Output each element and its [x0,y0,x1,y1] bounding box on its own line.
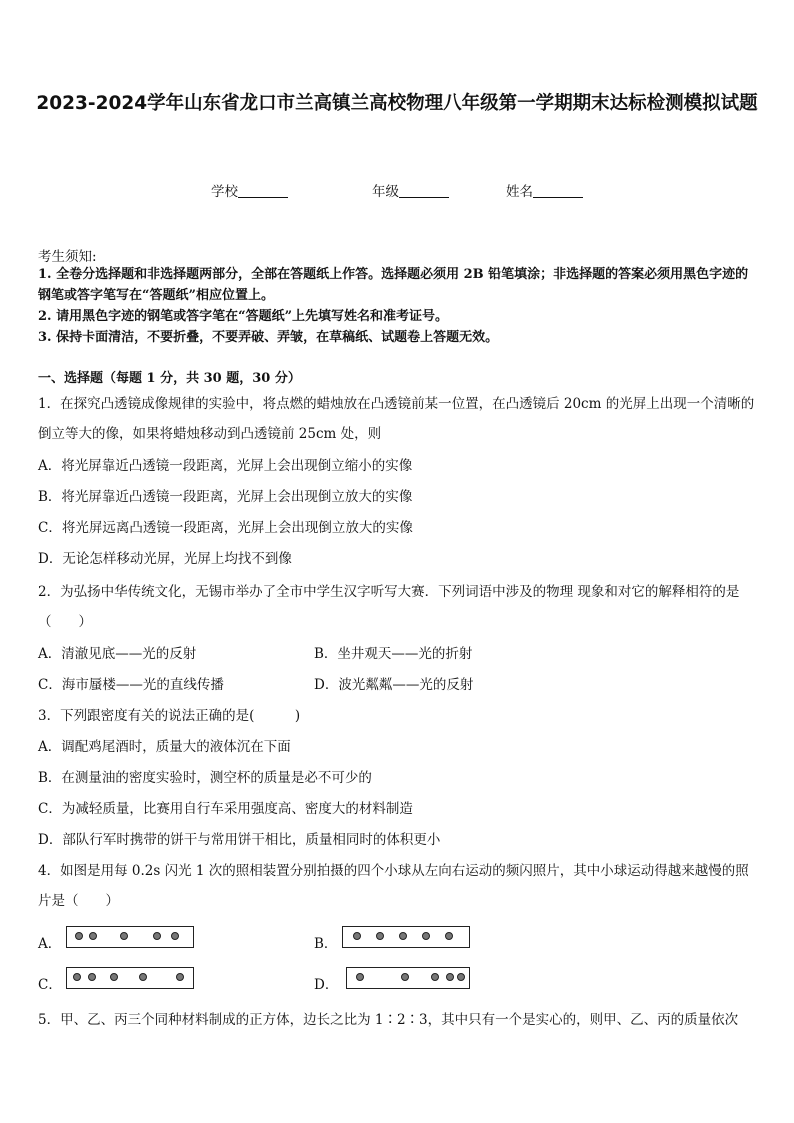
ball-icon [431,973,439,981]
q3-option-c[interactable]: C．为减轻质量，比赛用自行车采用强度高、密度大的材料制造 [38,801,413,817]
ball-icon [422,932,430,940]
q2-option-c[interactable]: C．海市蜃楼——光的直线传播 [38,677,224,693]
notice-item: 2. 请用黑色字迹的钢笔或答字笔在“答题纸”上先填写姓名和准考证号。 [38,309,449,324]
q4-photo-a [66,926,194,948]
question-5-stem: 5．甲、乙、丙三个同种材料制成的正方体，边长之比为 1∶2∶3，其中只有一个是实心的，则甲、乙、丙的质量依次 [38,1012,739,1028]
q3-option-b[interactable]: B．在测量油的密度实验时，测空杯的质量是必不可少的 [38,770,372,786]
q2-option-a[interactable]: A．清澈见底——光的反射 [38,646,197,662]
ball-icon [399,932,407,940]
name-field[interactable] [506,180,583,200]
school-label: 学校 [211,184,238,200]
q1-option-c[interactable]: C．将光屏远离凸透镜一段距离，光屏上会出现倒立放大的实像 [38,520,413,536]
ball-icon [445,932,453,940]
notice-heading: 考生须知: [38,249,97,265]
ball-icon [73,973,81,981]
question-3-stem: 3．下列跟密度有关的说法正确的是( ) [38,708,301,724]
ball-icon [88,973,96,981]
school-field[interactable] [211,180,288,200]
grade-field[interactable] [372,180,449,200]
ball-icon [120,932,128,940]
ball-icon [89,932,97,940]
ball-icon [353,932,361,940]
q4-option-d-label: D． [314,977,339,993]
grade-label: 年级 [372,184,399,200]
name-label: 姓名 [506,184,533,200]
q4-option-c-label: C． [38,977,62,993]
q2-option-b[interactable]: B．坐井观天——光的折射 [314,646,473,662]
q2-option-d[interactable]: D．波光粼粼——光的反射 [314,677,474,693]
notice-item: 1. 全卷分选择题和非选择题两部分，全部在答题纸上作答。选择题必须用 2B 铅笔填涂；非选择题的答案必须用黑色字迹的钢笔或答字笔写在“答题纸”相应位置上。 [38,267,749,303]
question-2-stem: 2．为弘扬中华传统文化，无锡市举办了全市中学生汉字听写大赛．下列词语中涉及的物理 现象和对它的解释相符的是（ ） [38,584,740,630]
q3-option-a[interactable]: A．调配鸡尾酒时，质量大的液体沉在下面 [38,739,291,755]
q4-photo-b [342,926,470,948]
exam-title: 2023-2024学年山东省龙口市兰高镇兰高校物理八年级第一学期期末达标检测模拟试题 [36,93,758,114]
ball-icon [356,973,364,981]
ball-icon [457,973,465,981]
question-4-stem: 4．如图是用每 0.2s 闪光 1 次的照相装置分别拍摄的四个小球从左向右运动的频闪照片，其中小球运动得越来越慢的照片是（ ） [38,863,749,909]
q1-option-d[interactable]: D．无论怎样移动光屏，光屏上均找不到像 [38,551,292,567]
q4-option-b-label: B． [314,936,338,952]
q1-option-b[interactable]: B．将光屏靠近凸透镜一段距离，光屏上会出现倒立放大的实像 [38,489,413,505]
school-blank[interactable] [238,183,288,198]
q4-option-a-label: A． [38,936,62,952]
grade-blank[interactable] [399,183,449,198]
ball-icon [176,973,184,981]
ball-icon [75,932,83,940]
ball-icon [171,932,179,940]
q4-photo-d [346,967,470,989]
q3-option-d[interactable]: D．部队行军时携带的饼干与常用饼干相比，质量相同时的体积更小 [38,832,441,848]
question-1-stem: 1．在探究凸透镜成像规律的实验中，将点燃的蜡烛放在凸透镜前某一位置，在凸透镜后 20cm 的光屏上出现一个清晰的倒立等大的像，如果将蜡烛移动到凸透镜前 25cm 处，则 [38,396,755,442]
ball-icon [139,973,147,981]
ball-icon [376,932,384,940]
student-info-row [0,180,794,200]
q1-option-a[interactable]: A．将光屏靠近凸透镜一段距离，光屏上会出现倒立缩小的实像 [38,458,413,474]
section-heading: 一、选择题（每题 1 分，共 30 题，30 分） [38,371,301,386]
ball-icon [446,973,454,981]
ball-icon [110,973,118,981]
notice-item: 3. 保持卡面清洁，不要折叠，不要弄破、弄皱，在草稿纸、试题卷上答题无效。 [38,330,499,345]
name-blank[interactable] [533,183,583,198]
ball-icon [153,932,161,940]
q4-photo-c [66,967,194,989]
ball-icon [401,973,409,981]
